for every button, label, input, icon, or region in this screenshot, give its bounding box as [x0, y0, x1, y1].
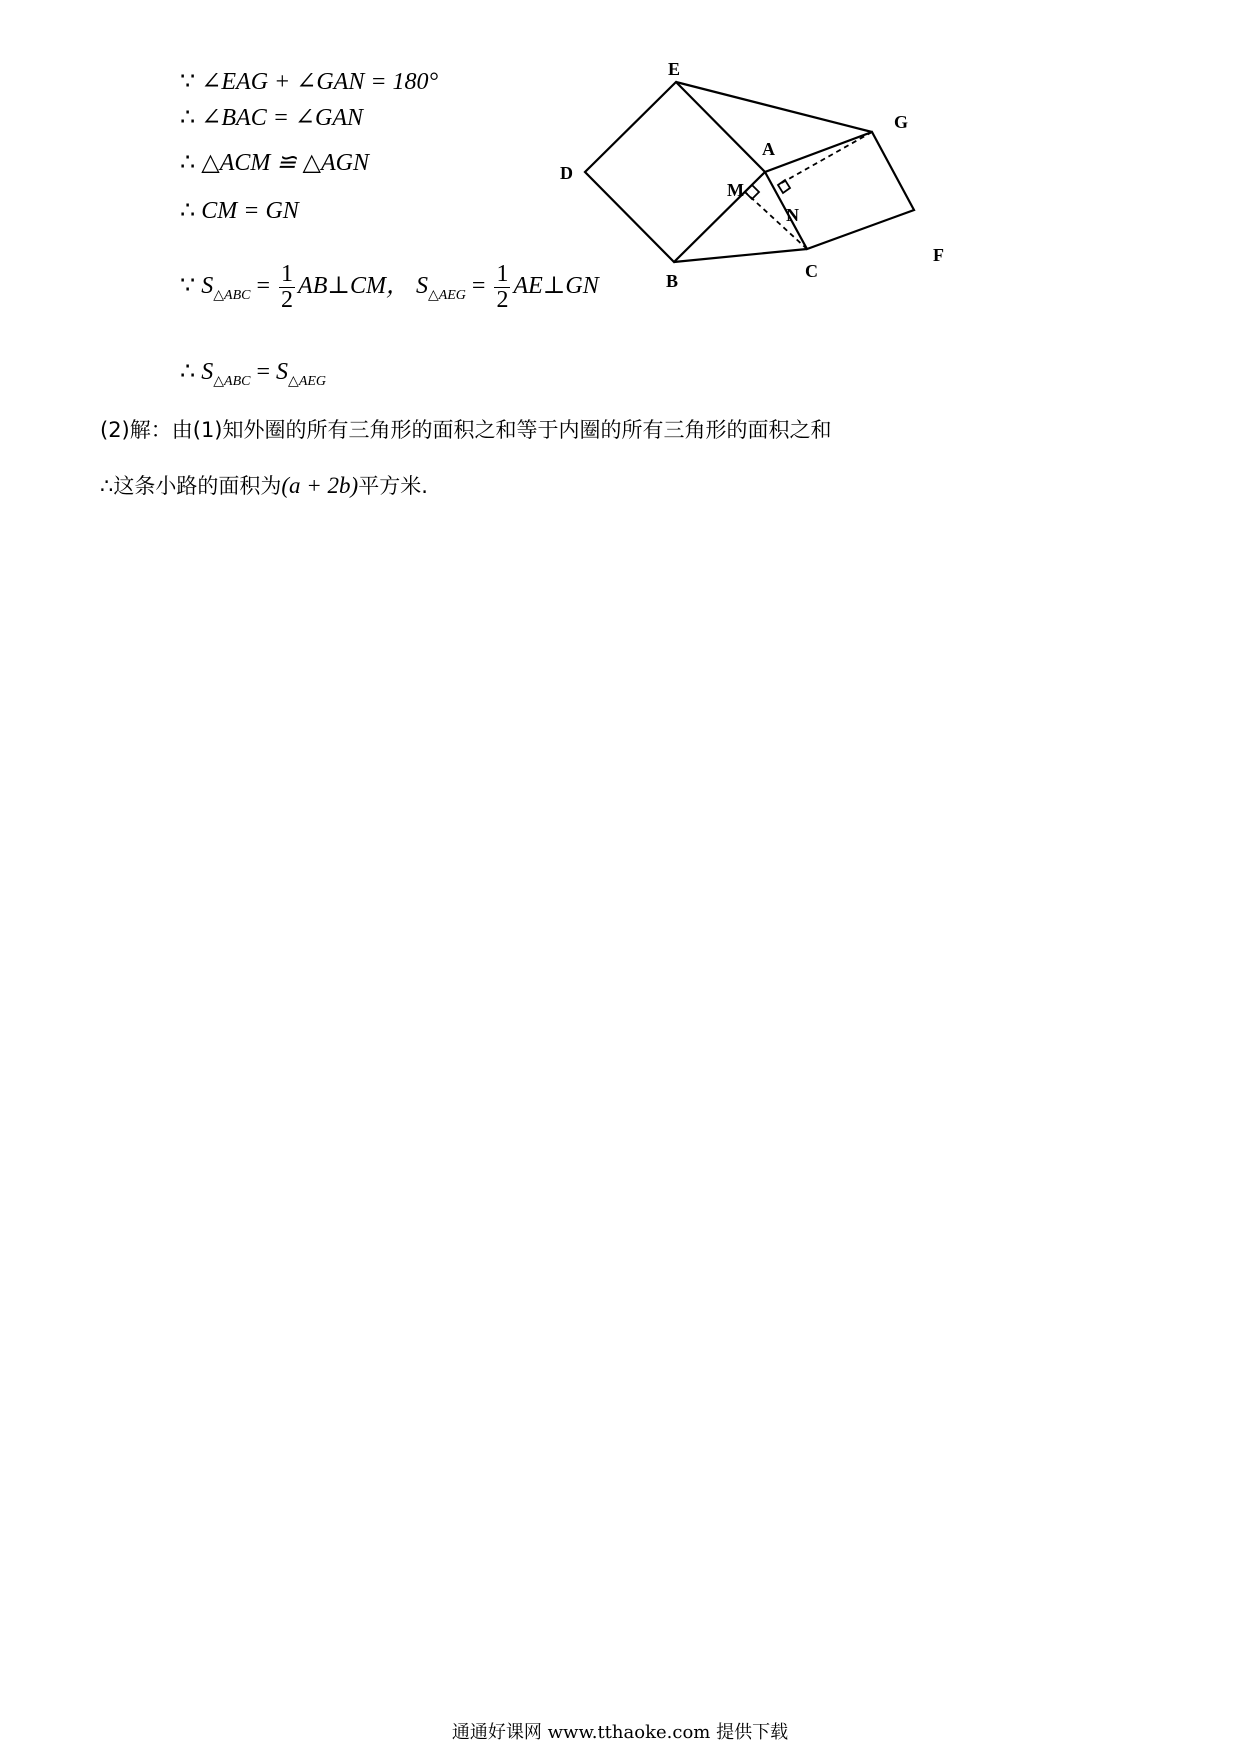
label-e: E [668, 59, 681, 79]
label-d: D [560, 163, 573, 183]
part2-statement: (2)解：由(1)知外圈的所有三角形的面积之和等于内圈的所有三角形的面积之和 [100, 418, 832, 442]
fraction-one-half: $\frac{1}{2}$ [281, 261, 294, 314]
label-g: G [894, 112, 909, 132]
label-c: C [805, 261, 818, 281]
label-a: A [762, 139, 775, 159]
segment-eg [676, 82, 872, 132]
right-angle-mark-m [745, 185, 759, 199]
label-b: B [666, 271, 679, 291]
proof-line-3: ∴ △ACM ≌ △AGN [180, 150, 369, 176]
page-footer: 通通好课网 www.tthaoke.com 提供下载 [451, 1722, 789, 1743]
dashed-gn [778, 132, 872, 185]
label-m: M [727, 180, 744, 200]
geometry-figure [540, 55, 980, 335]
square-abde [585, 82, 765, 262]
label-f: F [933, 245, 944, 265]
segment-bc [674, 249, 807, 262]
proof-line-1: ∵ ∠EAG + ∠GAN = 180° [180, 69, 439, 95]
proof-line-6: ∴ $S_{\triangle ABC} = S_{\triangle AEG}$ [180, 359, 327, 389]
proof-line-2: ∴ ∠BAC = ∠GAN [180, 105, 364, 131]
proof-line-4: ∴ CM = GN [180, 198, 299, 224]
proof-line-5: ∵ $S_{\triangle ABC}$ = $\frac{1}{2}$ AB⊥CM， $S_{\triangle AEG}$ = $\frac{1}{2}$ AE⊥GN [180, 261, 599, 314]
part2-conclusion: ∴这条小路的面积为(a + 2b)平方米. [100, 473, 428, 498]
fraction-one-half-2: $\frac{1}{2}$ [496, 261, 509, 314]
label-n: N [786, 205, 799, 225]
